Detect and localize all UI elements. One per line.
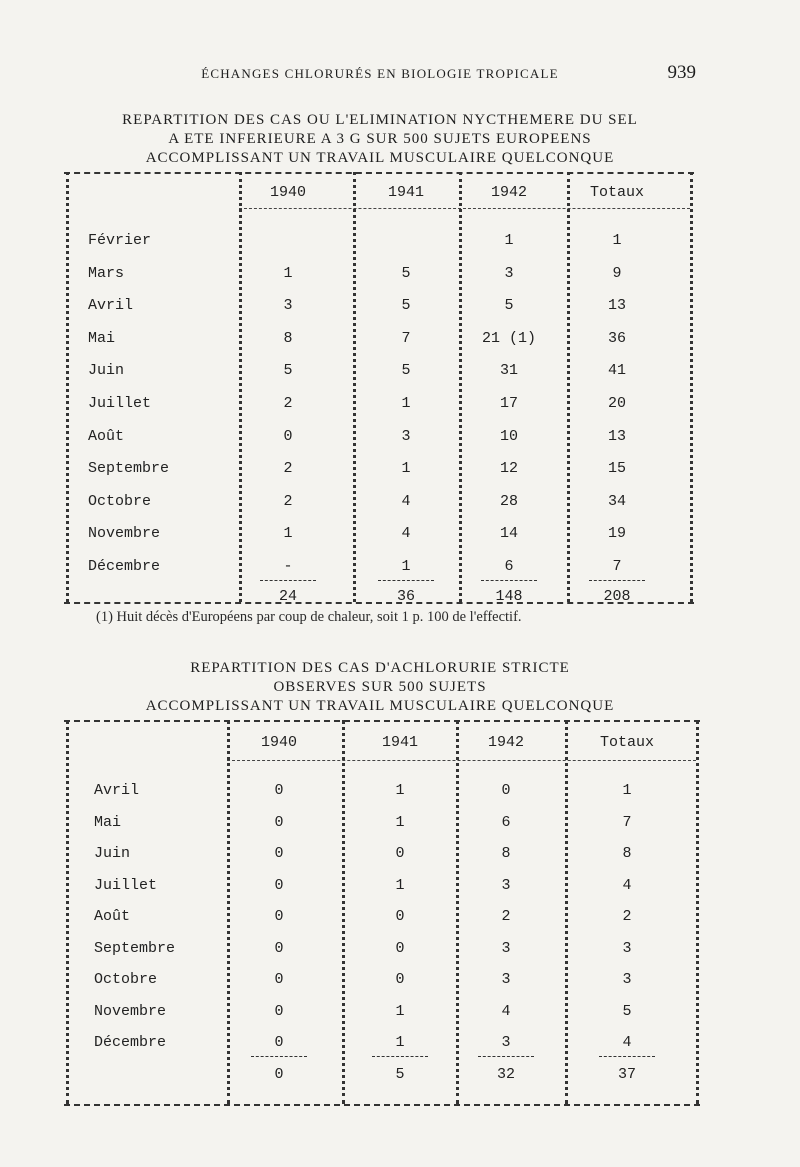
table-cell: 3 <box>283 297 293 315</box>
table-cell: 1 <box>395 1034 405 1051</box>
row-month-label: Février <box>88 232 152 249</box>
table-cell: 1 <box>401 395 411 412</box>
table-cell: 5 <box>401 264 411 282</box>
column-header: 1940 <box>260 734 298 751</box>
table-cell: 0 <box>283 427 293 445</box>
column-header: 1941 <box>387 184 425 201</box>
total-underline <box>481 580 537 581</box>
column-total: 148 <box>495 588 523 605</box>
table-cell: 5 <box>401 297 411 315</box>
row-month-label: Décembre <box>88 558 161 575</box>
row-month-label: Septembre <box>94 939 176 957</box>
table-cell: 5 <box>401 362 411 380</box>
table-right-border <box>696 720 699 1104</box>
table-cell: 3 <box>622 971 632 988</box>
table2-title-line: REPARTITION DES CAS D'ACHLORURIE STRICTE <box>190 660 570 676</box>
table-cell: 5 <box>504 297 514 315</box>
table-cell: 3 <box>501 1034 511 1051</box>
table-cell: 31 <box>499 362 519 380</box>
table-cell: 0 <box>274 782 284 799</box>
column-total: 24 <box>278 588 298 605</box>
table-cell: 0 <box>274 1034 284 1051</box>
row-month-label: Août <box>88 427 125 445</box>
table-cell: 0 <box>274 908 284 925</box>
column-header: 1942 <box>487 734 525 751</box>
column-total: 36 <box>396 588 416 605</box>
table-cell: 14 <box>499 525 519 543</box>
total-underline <box>251 1056 307 1057</box>
column-separator <box>227 720 230 1104</box>
table-cell: 8 <box>622 845 632 862</box>
table-cell: 19 <box>607 525 627 543</box>
page-number: 939 <box>667 62 696 83</box>
table-cell: 9 <box>612 264 622 282</box>
row-month-label: Août <box>94 908 131 925</box>
total-underline <box>599 1056 655 1057</box>
table-cell: 13 <box>607 297 627 315</box>
column-separator <box>239 172 242 602</box>
table-cell: 0 <box>274 813 284 831</box>
table-cell: 1 <box>401 558 411 575</box>
table-cell: 41 <box>607 362 627 380</box>
table-cell: 20 <box>607 395 627 412</box>
table-cell: 3 <box>622 939 632 957</box>
column-header: 1940 <box>269 184 307 201</box>
table-cell: 3 <box>501 876 511 894</box>
table-top-rule <box>64 720 700 722</box>
table1-footnote: (1) Huit décès d'Européens par coup de chaleur, soit 1 p. 100 de l'effectif. <box>96 609 522 625</box>
total-underline <box>478 1056 534 1057</box>
table-cell: 1 <box>504 232 514 249</box>
table-cell: 0 <box>395 939 405 957</box>
table-cell: 3 <box>401 427 411 445</box>
header-underline <box>227 760 696 761</box>
column-separator <box>342 720 345 1104</box>
table-cell: 0 <box>395 845 405 862</box>
total-underline <box>260 580 316 581</box>
row-month-label: Septembre <box>88 460 170 478</box>
table-cell: 28 <box>499 492 519 510</box>
column-separator <box>456 720 459 1104</box>
table-cell: 7 <box>622 813 632 831</box>
column-separator <box>459 172 462 602</box>
table-cell: 2 <box>501 908 511 925</box>
table-cell: 2 <box>283 492 293 510</box>
table-cell: 5 <box>622 1002 632 1020</box>
table-cell: 15 <box>607 460 627 478</box>
column-total: 0 <box>274 1066 284 1083</box>
column-separator <box>353 172 356 602</box>
table-cell: 7 <box>401 329 411 347</box>
table-cell: 12 <box>499 460 519 478</box>
table-cell: 4 <box>622 1034 632 1051</box>
table-cell: 8 <box>501 845 511 862</box>
table1-title-line: ACCOMPLISSANT UN TRAVAIL MUSCULAIRE QUELCONQUE <box>145 150 615 166</box>
table-cell: 13 <box>607 427 627 445</box>
table2-title-line: OBSERVES SUR 500 SUJETS <box>273 679 487 695</box>
table-left-border <box>66 720 69 1104</box>
column-separator <box>567 172 570 602</box>
table-right-border <box>690 172 693 602</box>
table1 <box>64 172 694 605</box>
table-cell: 3 <box>504 264 514 282</box>
row-month-label: Mai <box>94 813 122 831</box>
row-month-label: Octobre <box>88 492 152 510</box>
table-cell: 34 <box>607 492 627 510</box>
table-cell: 6 <box>501 813 511 831</box>
row-month-label: Mars <box>88 264 125 282</box>
table-cell: - <box>283 558 293 575</box>
table-cell: 1 <box>401 460 411 478</box>
row-month-label: Novembre <box>88 525 161 543</box>
total-underline <box>372 1056 428 1057</box>
column-total: 32 <box>496 1066 516 1083</box>
table-cell: 1 <box>612 232 622 249</box>
table-cell: 0 <box>501 782 511 799</box>
table-cell: 3 <box>501 971 511 988</box>
row-month-label: Juillet <box>88 395 152 412</box>
table-cell: 2 <box>283 395 293 412</box>
table2-title-line: ACCOMPLISSANT UN TRAVAIL MUSCULAIRE QUELCONQUE <box>145 698 615 714</box>
table-bottom-rule <box>64 1104 700 1106</box>
table-cell: 4 <box>622 876 632 894</box>
column-total: 37 <box>617 1066 637 1083</box>
table-cell: 7 <box>612 558 622 575</box>
total-underline <box>378 580 434 581</box>
table-cell: 6 <box>504 558 514 575</box>
table-cell: 0 <box>395 908 405 925</box>
table-cell: 0 <box>274 939 284 957</box>
header-underline <box>239 208 690 209</box>
table-top-rule <box>64 172 694 174</box>
table1-title-line: A ETE INFERIEURE A 3 G SUR 500 SUJETS EUROPEENS <box>168 131 592 147</box>
table-cell: 4 <box>401 492 411 510</box>
row-month-label: Juin <box>94 845 131 862</box>
row-month-label: Décembre <box>94 1034 167 1051</box>
column-header: Totaux <box>589 184 645 201</box>
total-underline <box>589 580 645 581</box>
table-cell: 1 <box>395 813 405 831</box>
table1-title <box>0 111 760 168</box>
table-cell: 1 <box>395 782 405 799</box>
table-bottom-rule <box>64 602 694 604</box>
table-cell: 17 <box>499 395 519 412</box>
page-header <box>0 62 800 88</box>
table-cell: 0 <box>274 1002 284 1020</box>
table-cell: 1 <box>283 264 293 282</box>
table-cell: 3 <box>501 939 511 957</box>
table-cell: 1 <box>395 1002 405 1020</box>
row-month-label: Avril <box>94 782 140 799</box>
table-cell: 4 <box>401 525 411 543</box>
table-cell: 36 <box>607 329 627 347</box>
row-month-label: Octobre <box>94 971 158 988</box>
row-month-label: Juillet <box>94 876 158 894</box>
column-total: 5 <box>395 1066 405 1083</box>
table-cell: 2 <box>622 908 632 925</box>
table-cell: 1 <box>622 782 632 799</box>
row-month-label: Mai <box>88 329 116 347</box>
column-separator <box>565 720 568 1104</box>
table-cell: 0 <box>395 971 405 988</box>
table-cell: 4 <box>501 1002 511 1020</box>
table-cell: 8 <box>283 329 293 347</box>
row-month-label: Novembre <box>94 1002 167 1020</box>
row-month-label: Juin <box>88 362 125 380</box>
row-month-label: Avril <box>88 297 134 315</box>
table-cell: 1 <box>283 525 293 543</box>
table-cell: 5 <box>283 362 293 380</box>
column-header: 1941 <box>381 734 419 751</box>
table2-title <box>0 659 760 716</box>
running-title: ÉCHANGES CHLORURÉS EN BIOLOGIE TROPICALE <box>201 66 559 81</box>
table-cell: 2 <box>283 460 293 478</box>
table-cell: 0 <box>274 876 284 894</box>
table-cell: 0 <box>274 971 284 988</box>
table-left-border <box>66 172 69 602</box>
column-header: 1942 <box>490 184 528 201</box>
table-cell: 21 (1) <box>481 329 537 347</box>
table-cell: 0 <box>274 845 284 862</box>
table-cell: 10 <box>499 427 519 445</box>
table-cell: 1 <box>395 876 405 894</box>
column-header: Totaux <box>599 734 655 751</box>
column-total: 208 <box>603 588 631 605</box>
table2 <box>64 720 700 1104</box>
table1-title-line: REPARTITION DES CAS OU L'ELIMINATION NYCTHEMERE DU SEL <box>122 112 638 128</box>
